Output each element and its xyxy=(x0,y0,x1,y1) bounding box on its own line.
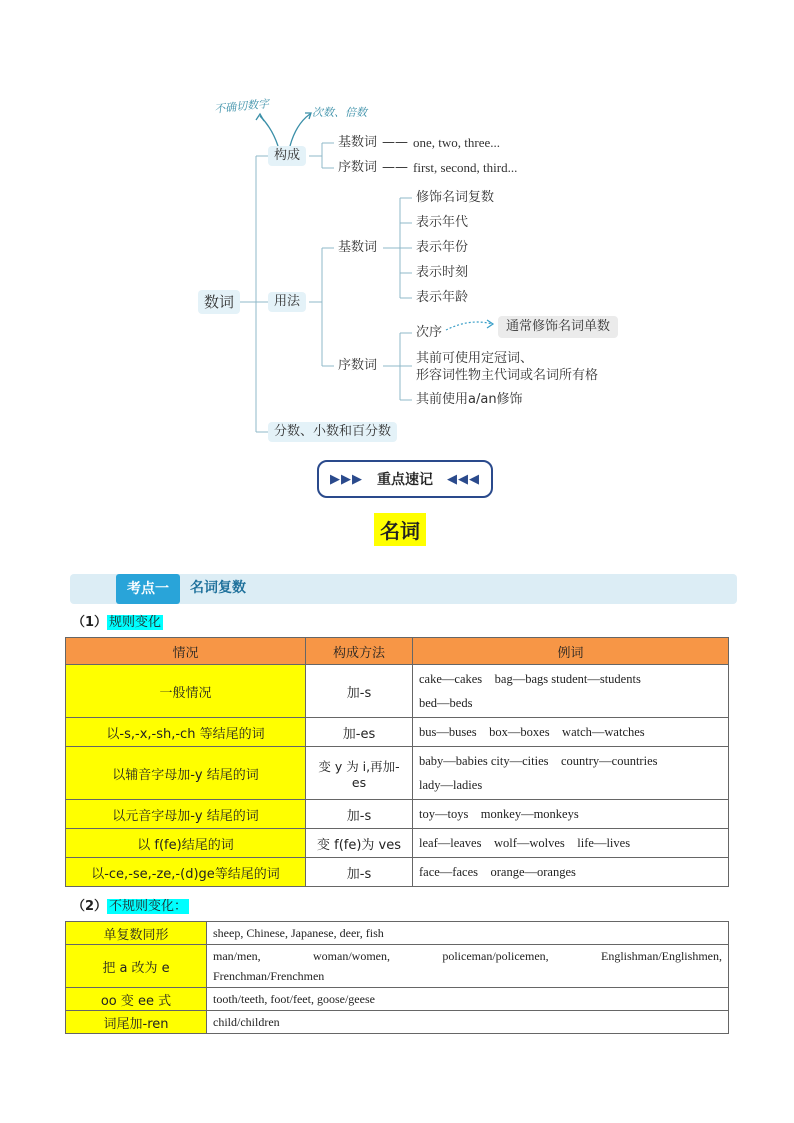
part2-title: 不规则变化： xyxy=(109,899,188,914)
key-points-banner xyxy=(317,460,493,498)
header-case: 情况 xyxy=(66,638,306,665)
mindmap-connectors xyxy=(0,0,794,460)
composition-ordinal-example: first, second, third... xyxy=(413,160,518,175)
part2-heading xyxy=(72,895,189,914)
part2-num: （2） xyxy=(72,899,108,914)
composition-cardinal-dash: —— xyxy=(382,135,408,150)
header-method: 构成方法 xyxy=(306,638,413,665)
usage-ordinal-item: 次序 xyxy=(416,325,443,340)
usage-ordinal: 序数词 xyxy=(338,358,378,373)
usage-cardinal-item: 表示年代 xyxy=(416,215,469,230)
row-case: 把 a 改为 e xyxy=(66,945,207,988)
example-line: bus—buses box—boxes watch—watches xyxy=(419,725,645,739)
usage-ordinal-item: 其前使用a/an修饰 xyxy=(416,392,523,407)
table-row xyxy=(66,718,729,747)
row-method: 变 y 为 i,再加-es xyxy=(306,747,413,800)
usage-ordinal-item: 其前可使用定冠词、 xyxy=(416,351,534,366)
row-method: 加-es xyxy=(306,718,413,747)
example-line: Frenchman/Frenchmen xyxy=(213,969,325,983)
example-word: Englishman/Englishmen, xyxy=(600,949,722,963)
table-row xyxy=(66,945,729,988)
table-row xyxy=(66,922,729,945)
arrows-left-icon: ◀◀◀ xyxy=(447,471,480,487)
row-case: 以元音字母加-y 结尾的词 xyxy=(66,800,306,829)
example-word: man/men, xyxy=(213,949,261,963)
example-word: policeman/policemen, xyxy=(442,949,549,963)
usage-cardinal: 基数词 xyxy=(338,240,378,255)
banner-title: 重点速记 xyxy=(377,472,433,488)
example-line: face—faces orange—oranges xyxy=(419,865,576,879)
row-method: 加-s xyxy=(306,665,413,718)
row-case: 以-ce,-se,-ze,-(d)ge等结尾的词 xyxy=(66,858,306,887)
table-row xyxy=(66,747,729,800)
composition-cardinal-example: one, two, three... xyxy=(413,135,501,150)
row-case: oo 变 ee 式 xyxy=(66,988,207,1011)
row-method: 加-s xyxy=(306,858,413,887)
row-examples: child/children xyxy=(207,1011,729,1034)
composition-ordinal: 序数词 xyxy=(338,160,378,175)
row-case: 词尾加-ren xyxy=(66,1011,207,1034)
row-examples xyxy=(207,945,729,988)
example-line xyxy=(213,946,722,966)
row-case: 以 f(fe)结尾的词 xyxy=(66,829,306,858)
usage-cardinal-item: 表示年份 xyxy=(416,240,469,255)
composition-ordinal-dash: —— xyxy=(382,160,408,175)
row-case: 一般情况 xyxy=(66,665,306,718)
table-row xyxy=(66,800,729,829)
node-fractions: 分数、小数和百分数 xyxy=(268,422,397,442)
node-usage: 用法 xyxy=(268,292,306,312)
table-header-row xyxy=(66,638,729,665)
mindmap-root: 数词 xyxy=(198,290,240,314)
part1-title: 规则变化 xyxy=(109,615,162,630)
example-line: lady—ladies xyxy=(419,778,483,792)
example-word: woman/women, xyxy=(313,949,390,963)
example-line: bed—beds xyxy=(419,696,473,710)
arrows-right-icon: ▶▶▶ xyxy=(330,471,363,487)
node-composition: 构成 xyxy=(268,146,306,166)
row-examples xyxy=(413,747,729,800)
row-method: 变 f(fe)为 ves xyxy=(306,829,413,858)
composition-cardinal: 基数词 xyxy=(338,135,378,150)
row-examples: tooth/teeth, foot/feet, goose/geese xyxy=(207,988,729,1011)
part1-num: （1） xyxy=(72,615,108,630)
note-imprecise-number: 不确切数字 xyxy=(213,97,270,116)
row-examples xyxy=(413,858,729,887)
table-row xyxy=(66,829,729,858)
row-examples xyxy=(413,665,729,718)
example-line: baby—babies city—cities country—countries xyxy=(419,754,658,768)
regular-plural-table xyxy=(65,637,729,887)
example-line: leaf—leaves wolf—wolves life—lives xyxy=(419,836,631,850)
irregular-plural-table xyxy=(65,921,729,1034)
table-row xyxy=(66,665,729,718)
row-case: 以辅音字母加-y 结尾的词 xyxy=(66,747,306,800)
row-examples xyxy=(413,718,729,747)
section-heading: 名词 xyxy=(374,513,426,546)
table-row xyxy=(66,1011,729,1034)
note-times-multiples: 次数、倍数 xyxy=(312,106,367,119)
row-examples: sheep, Chinese, Japanese, deer, fish xyxy=(207,922,729,945)
kaodian-title: 名词复数 xyxy=(190,580,246,596)
part1-heading xyxy=(72,611,163,630)
row-case: 以-s,-x,-sh,-ch 等结尾的词 xyxy=(66,718,306,747)
usage-cardinal-item: 修饰名词复数 xyxy=(416,190,495,205)
header-examples: 例词 xyxy=(413,638,729,665)
example-line: toy—toys monkey—monkeys xyxy=(419,807,579,821)
example-line: cake—cakes bag—bags student—students xyxy=(419,672,641,686)
usage-cardinal-item: 表示时刻 xyxy=(416,265,469,280)
table-row xyxy=(66,858,729,887)
table-row xyxy=(66,988,729,1011)
usage-ordinal-item: 形容词性物主代词或名词所有格 xyxy=(416,368,599,383)
kaodian-tag: 考点一 xyxy=(116,574,180,604)
usage-cardinal-item: 表示年龄 xyxy=(416,290,469,305)
row-examples xyxy=(413,800,729,829)
ordinal-callout: 通常修饰名词单数 xyxy=(498,316,618,338)
row-case: 单复数同形 xyxy=(66,922,207,945)
row-examples xyxy=(413,829,729,858)
row-method: 加-s xyxy=(306,800,413,829)
